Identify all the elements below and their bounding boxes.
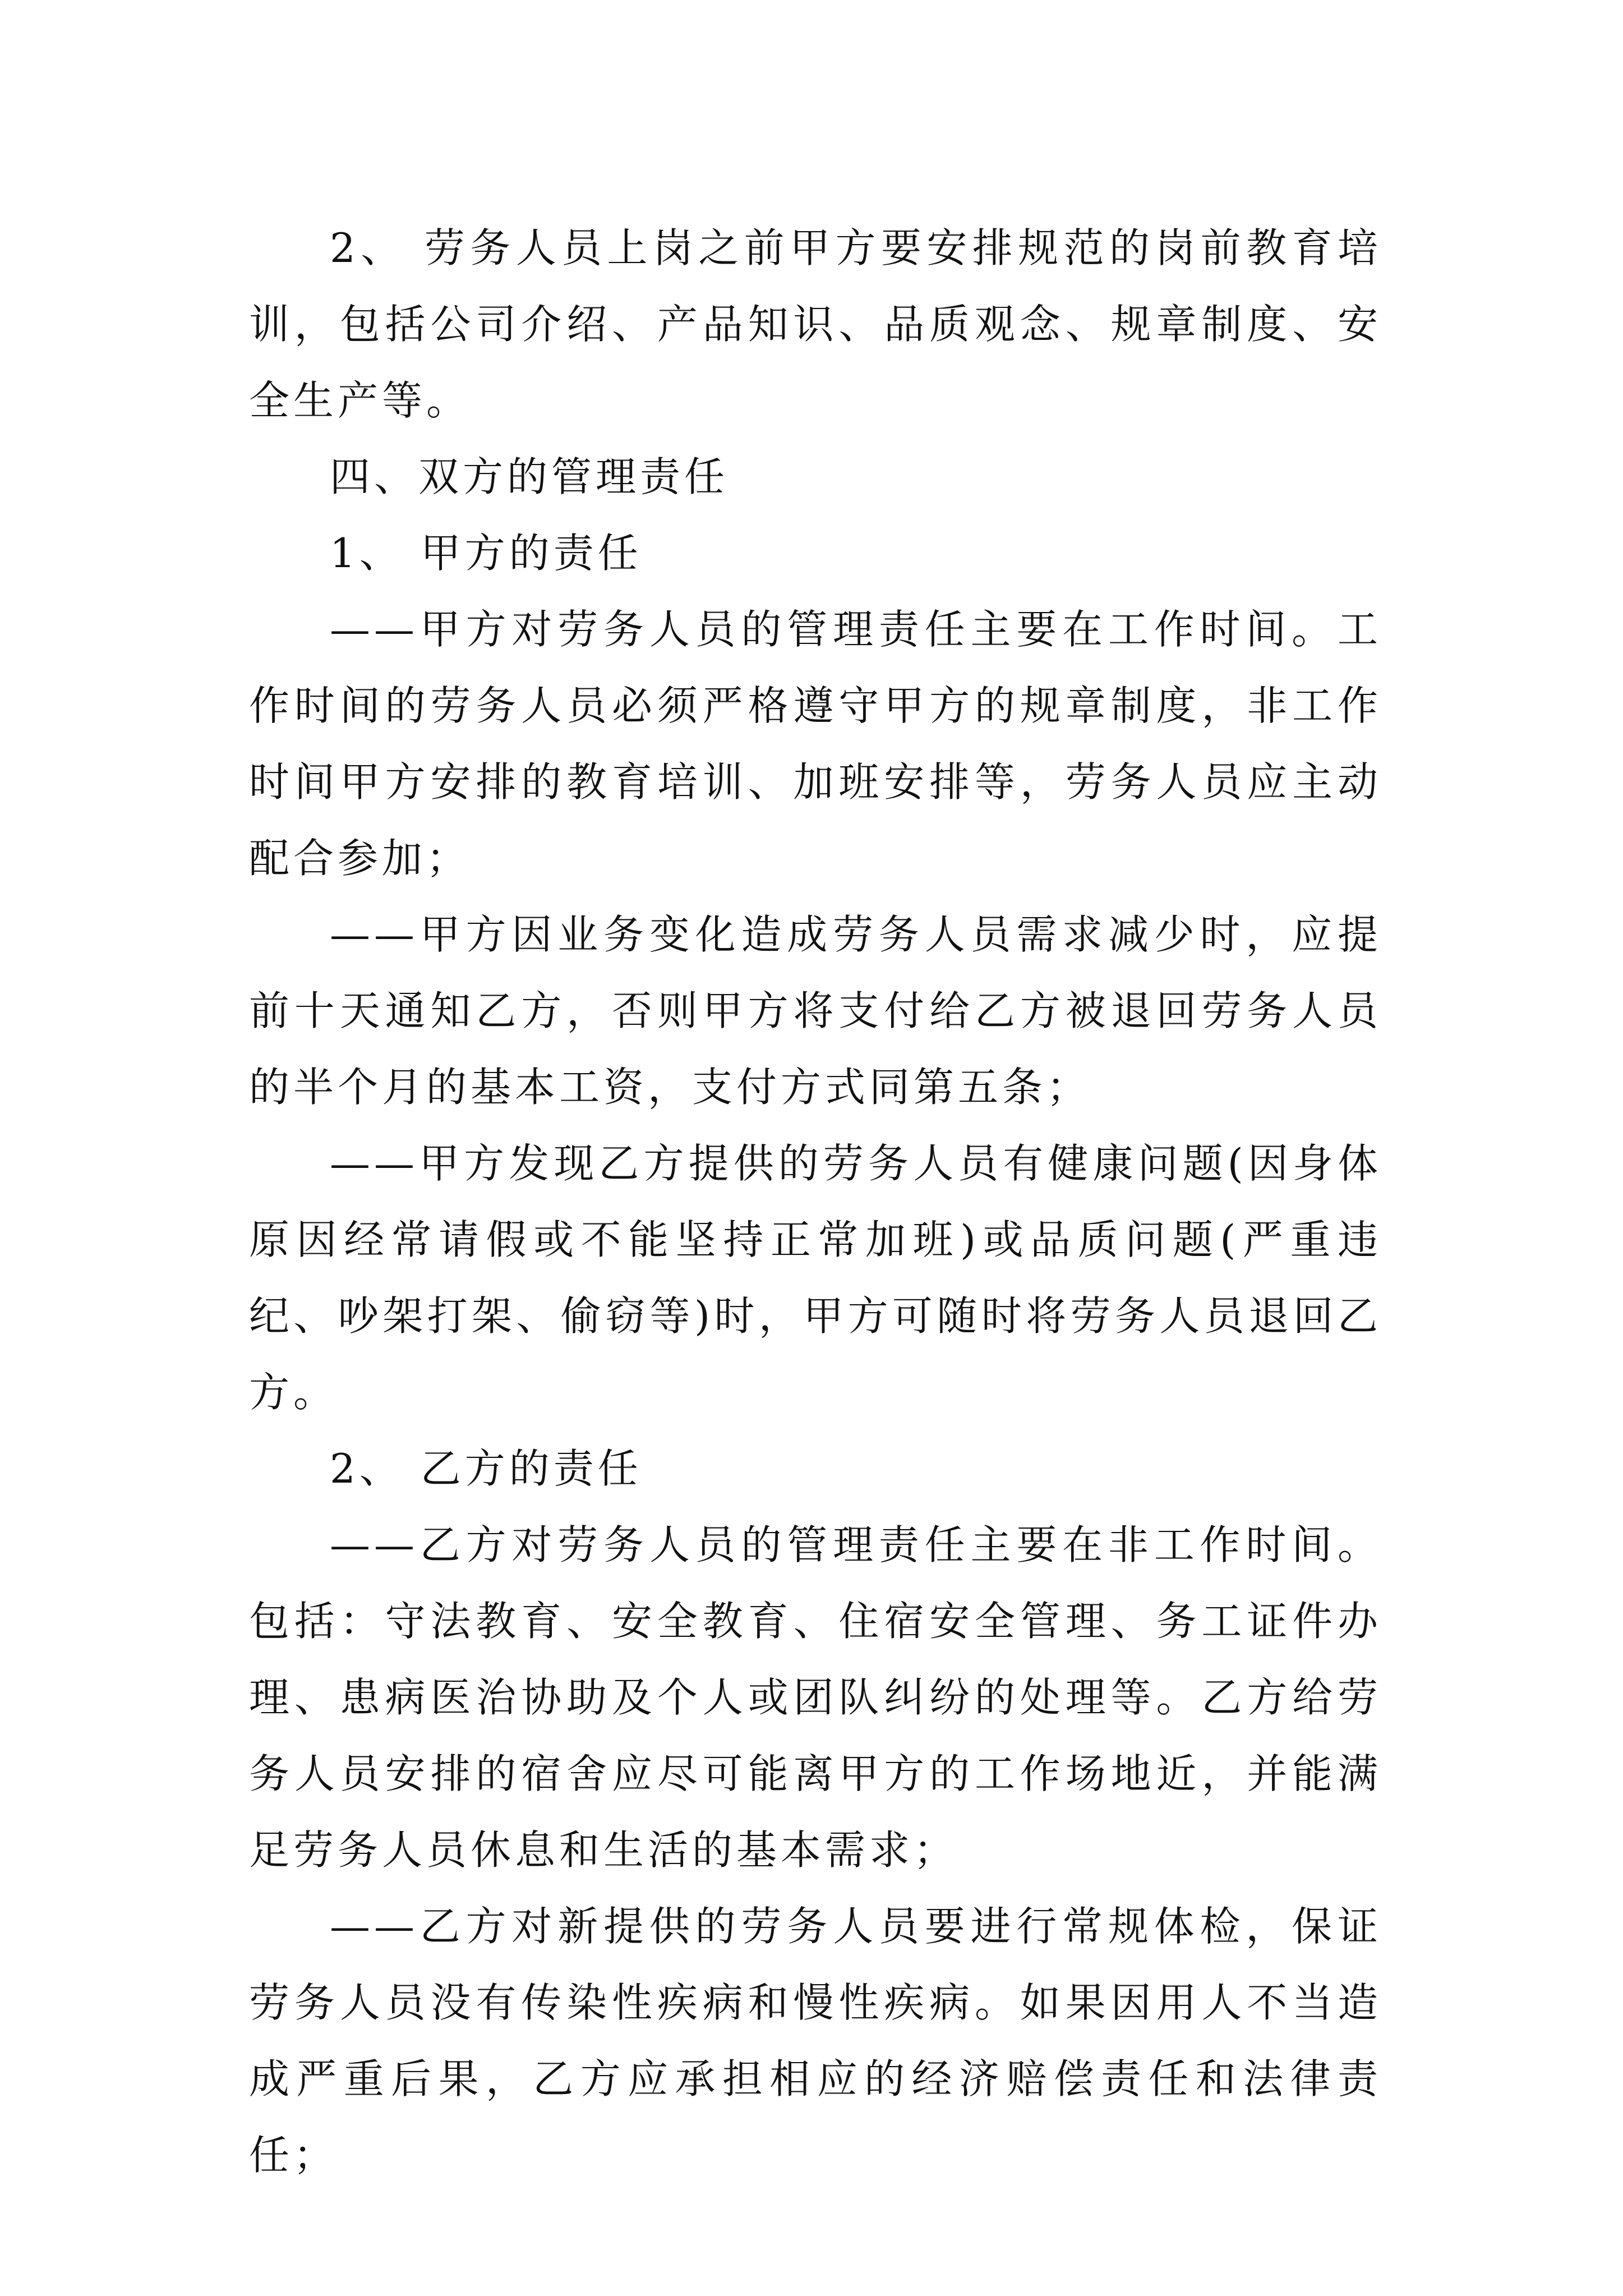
subheading-party-b-responsibility: 2、 乙方的责任 xyxy=(330,1445,642,1492)
section-heading-management-responsibilities: 四、双方的管理责任 xyxy=(330,453,729,500)
paragraph-pre-job-training: 2、 劳务人员上岗之前甲方要安排规范的岗前教育培训，包括公司介绍、产品知识、品质观念、规章制度、安全生产等。 xyxy=(249,224,1382,424)
paragraph-party-a-demand-reduction: ——甲方因业务变化造成劳务人员需求减少时，应提前十天通知乙方，否则甲方将支付给乙方被退回劳务人员的半个月的基本工资，支付方式同第五条； xyxy=(249,911,1382,1111)
paragraph-party-a-work-time: ——甲方对劳务人员的管理责任主要在工作时间。工作时间的劳务人员必须严格遵守甲方的规章制度，非工作时间甲方安排的教育培训、加班安排等，劳务人员应主动配合参加； xyxy=(249,606,1382,882)
subheading-party-a-responsibility: 1、 甲方的责任 xyxy=(330,530,642,577)
paragraph-party-a-return-workers: ——甲方发现乙方提供的劳务人员有健康问题(因身体原因经常请假或不能坚持正常加班)或品质问题(严重违纪、吵架打架、偷窃等)时，甲方可随时将劳务人员退回乙方。 xyxy=(249,1140,1382,1416)
paragraph-party-b-non-work-time: ——乙方对劳务人员的管理责任主要在非工作时间。包括：守法教育、安全教育、住宿安全管理、务工证件办理、患病医治协助及个人或团队纠纷的处理等。乙方给劳务人员安排的宿舍应尽可能离甲方的工作场地近，并能满足劳务人员休息和生活的基本需求； xyxy=(249,1521,1382,1874)
document-body xyxy=(249,210,1382,2193)
paragraph-party-b-health-check: ——乙方对新提供的劳务人员要进行常规体检，保证劳务人员没有传染性疾病和慢性疾病。如果因用人不当造成严重后果，乙方应承担相应的经济赔偿责任和法律责任； xyxy=(249,1903,1382,2179)
